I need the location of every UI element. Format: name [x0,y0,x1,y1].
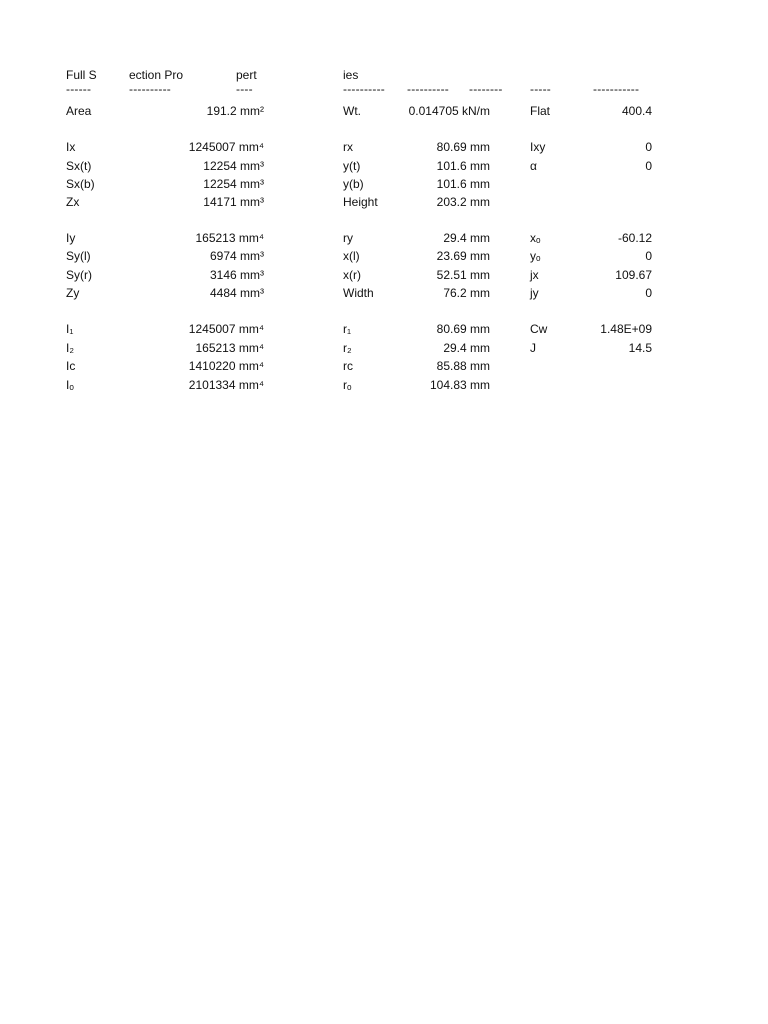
cell-label-col3: jy [530,286,539,300]
cell-value-col2: 104.83 mm [429,378,490,392]
cell-value-col1: 12254 mm³ [203,177,264,191]
header-dash-3: ---- [236,82,253,96]
cell-label-col3: xₒ [530,231,541,245]
cell-value-col1: 165213 mm⁴ [195,231,264,245]
cell-value-col3: -60.12 [617,231,652,245]
header-title-part-4: ies [343,68,359,82]
cell-value-col2: 80.69 mm [436,322,490,336]
cell-label-col3: jx [530,268,539,282]
cell-label-col3: Flat [530,104,551,118]
cell-value-col2: 52.51 mm [436,268,490,282]
cell-value-col3: 400.4 [621,104,652,118]
cell-label-col3: α [530,159,537,173]
cell-value-col2: 80.69 mm [436,140,490,154]
cell-value-col1: 12254 mm³ [203,159,264,173]
header-dash-8: ----------- [593,82,640,96]
cell-label-col2: y(t) [343,159,361,173]
cell-label-col2: rc [343,359,353,373]
cell-label-col2: r₁ [343,322,352,336]
cell-label-col2: Wt. [343,104,361,118]
header-title-part-2: ection Pro [129,68,184,82]
cell-value-col1: 1410220 mm⁴ [188,359,264,373]
cell-label-col3: Cw [530,322,548,336]
cell-value-col1: 6974 mm³ [209,249,264,263]
cell-label-col1: Ic [66,359,76,373]
cell-label-col3: Ixy [530,140,546,154]
cell-value-col2: 0.014705 kN/m [408,104,490,118]
cell-label-col1: Sy(l) [66,249,91,263]
header-dash-6: -------- [469,82,503,96]
header-title-part-3: pert [236,68,257,82]
cell-value-col2: 101.6 mm [436,177,490,191]
cell-value-col1: 14171 mm³ [203,195,264,209]
header-dash-1: ------ [66,82,92,96]
cell-label-col2: x(l) [343,249,360,263]
cell-label-col1: Area [66,104,92,118]
header-title-part-1: Full S [66,68,97,82]
cell-label-col2: x(r) [343,268,361,282]
cell-label-col2: r₂ [343,341,352,355]
cell-label-col2: rₒ [343,378,352,392]
cell-value-col2: 85.88 mm [436,359,490,373]
cell-value-col3: 0 [645,249,652,263]
cell-label-col2: ry [343,231,353,245]
cell-value-col2: 29.4 mm [443,231,490,245]
cell-value-col3: 1.48E+09 [600,322,652,336]
cell-value-col3: 109.67 [615,268,652,282]
cell-label-col2: Height [343,195,378,209]
cell-value-col1: 2101334 mm⁴ [188,378,264,392]
cell-value-col3: 14.5 [628,341,652,355]
cell-label-col1: Sx(b) [66,177,95,191]
cell-label-col1: I₂ [66,341,74,355]
cell-value-col1: 1245007 mm⁴ [188,140,264,154]
cell-value-col1: 4484 mm³ [209,286,264,300]
cell-label-col2: Width [343,286,374,300]
cell-label-col2: rx [343,140,353,154]
cell-label-col2: y(b) [343,177,364,191]
header-dash-4: ---------- [343,82,385,96]
cell-value-col2: 76.2 mm [443,286,490,300]
cell-label-col1: Ix [66,140,76,154]
cell-value-col1: 191.2 mm² [206,104,264,118]
cell-label-col1: Sx(t) [66,159,92,173]
cell-label-col1: I₁ [66,322,74,336]
cell-value-col2: 29.4 mm [443,341,490,355]
cell-value-col3: 0 [645,159,652,173]
cell-value-col2: 23.69 mm [436,249,490,263]
cell-label-col1: Zx [66,195,80,209]
header-dash-2: ---------- [129,82,171,96]
cell-value-col1: 165213 mm⁴ [195,341,264,355]
cell-label-col1: Sy(r) [66,268,92,282]
cell-value-col2: 101.6 mm [436,159,490,173]
cell-label-col3: J [530,341,536,355]
header-dash-7: ----- [530,82,551,96]
cell-value-col2: 203.2 mm [436,195,490,209]
cell-value-col3: 0 [645,286,652,300]
cell-label-col1: Iₒ [66,378,74,392]
cell-label-col3: yₒ [530,249,541,263]
cell-label-col1: Iy [66,231,76,245]
cell-value-col1: 3146 mm³ [209,268,264,282]
cell-label-col1: Zy [66,286,80,300]
cell-value-col3: 0 [645,140,652,154]
cell-value-col1: 1245007 mm⁴ [188,322,264,336]
header-dash-5: ---------- [407,82,449,96]
